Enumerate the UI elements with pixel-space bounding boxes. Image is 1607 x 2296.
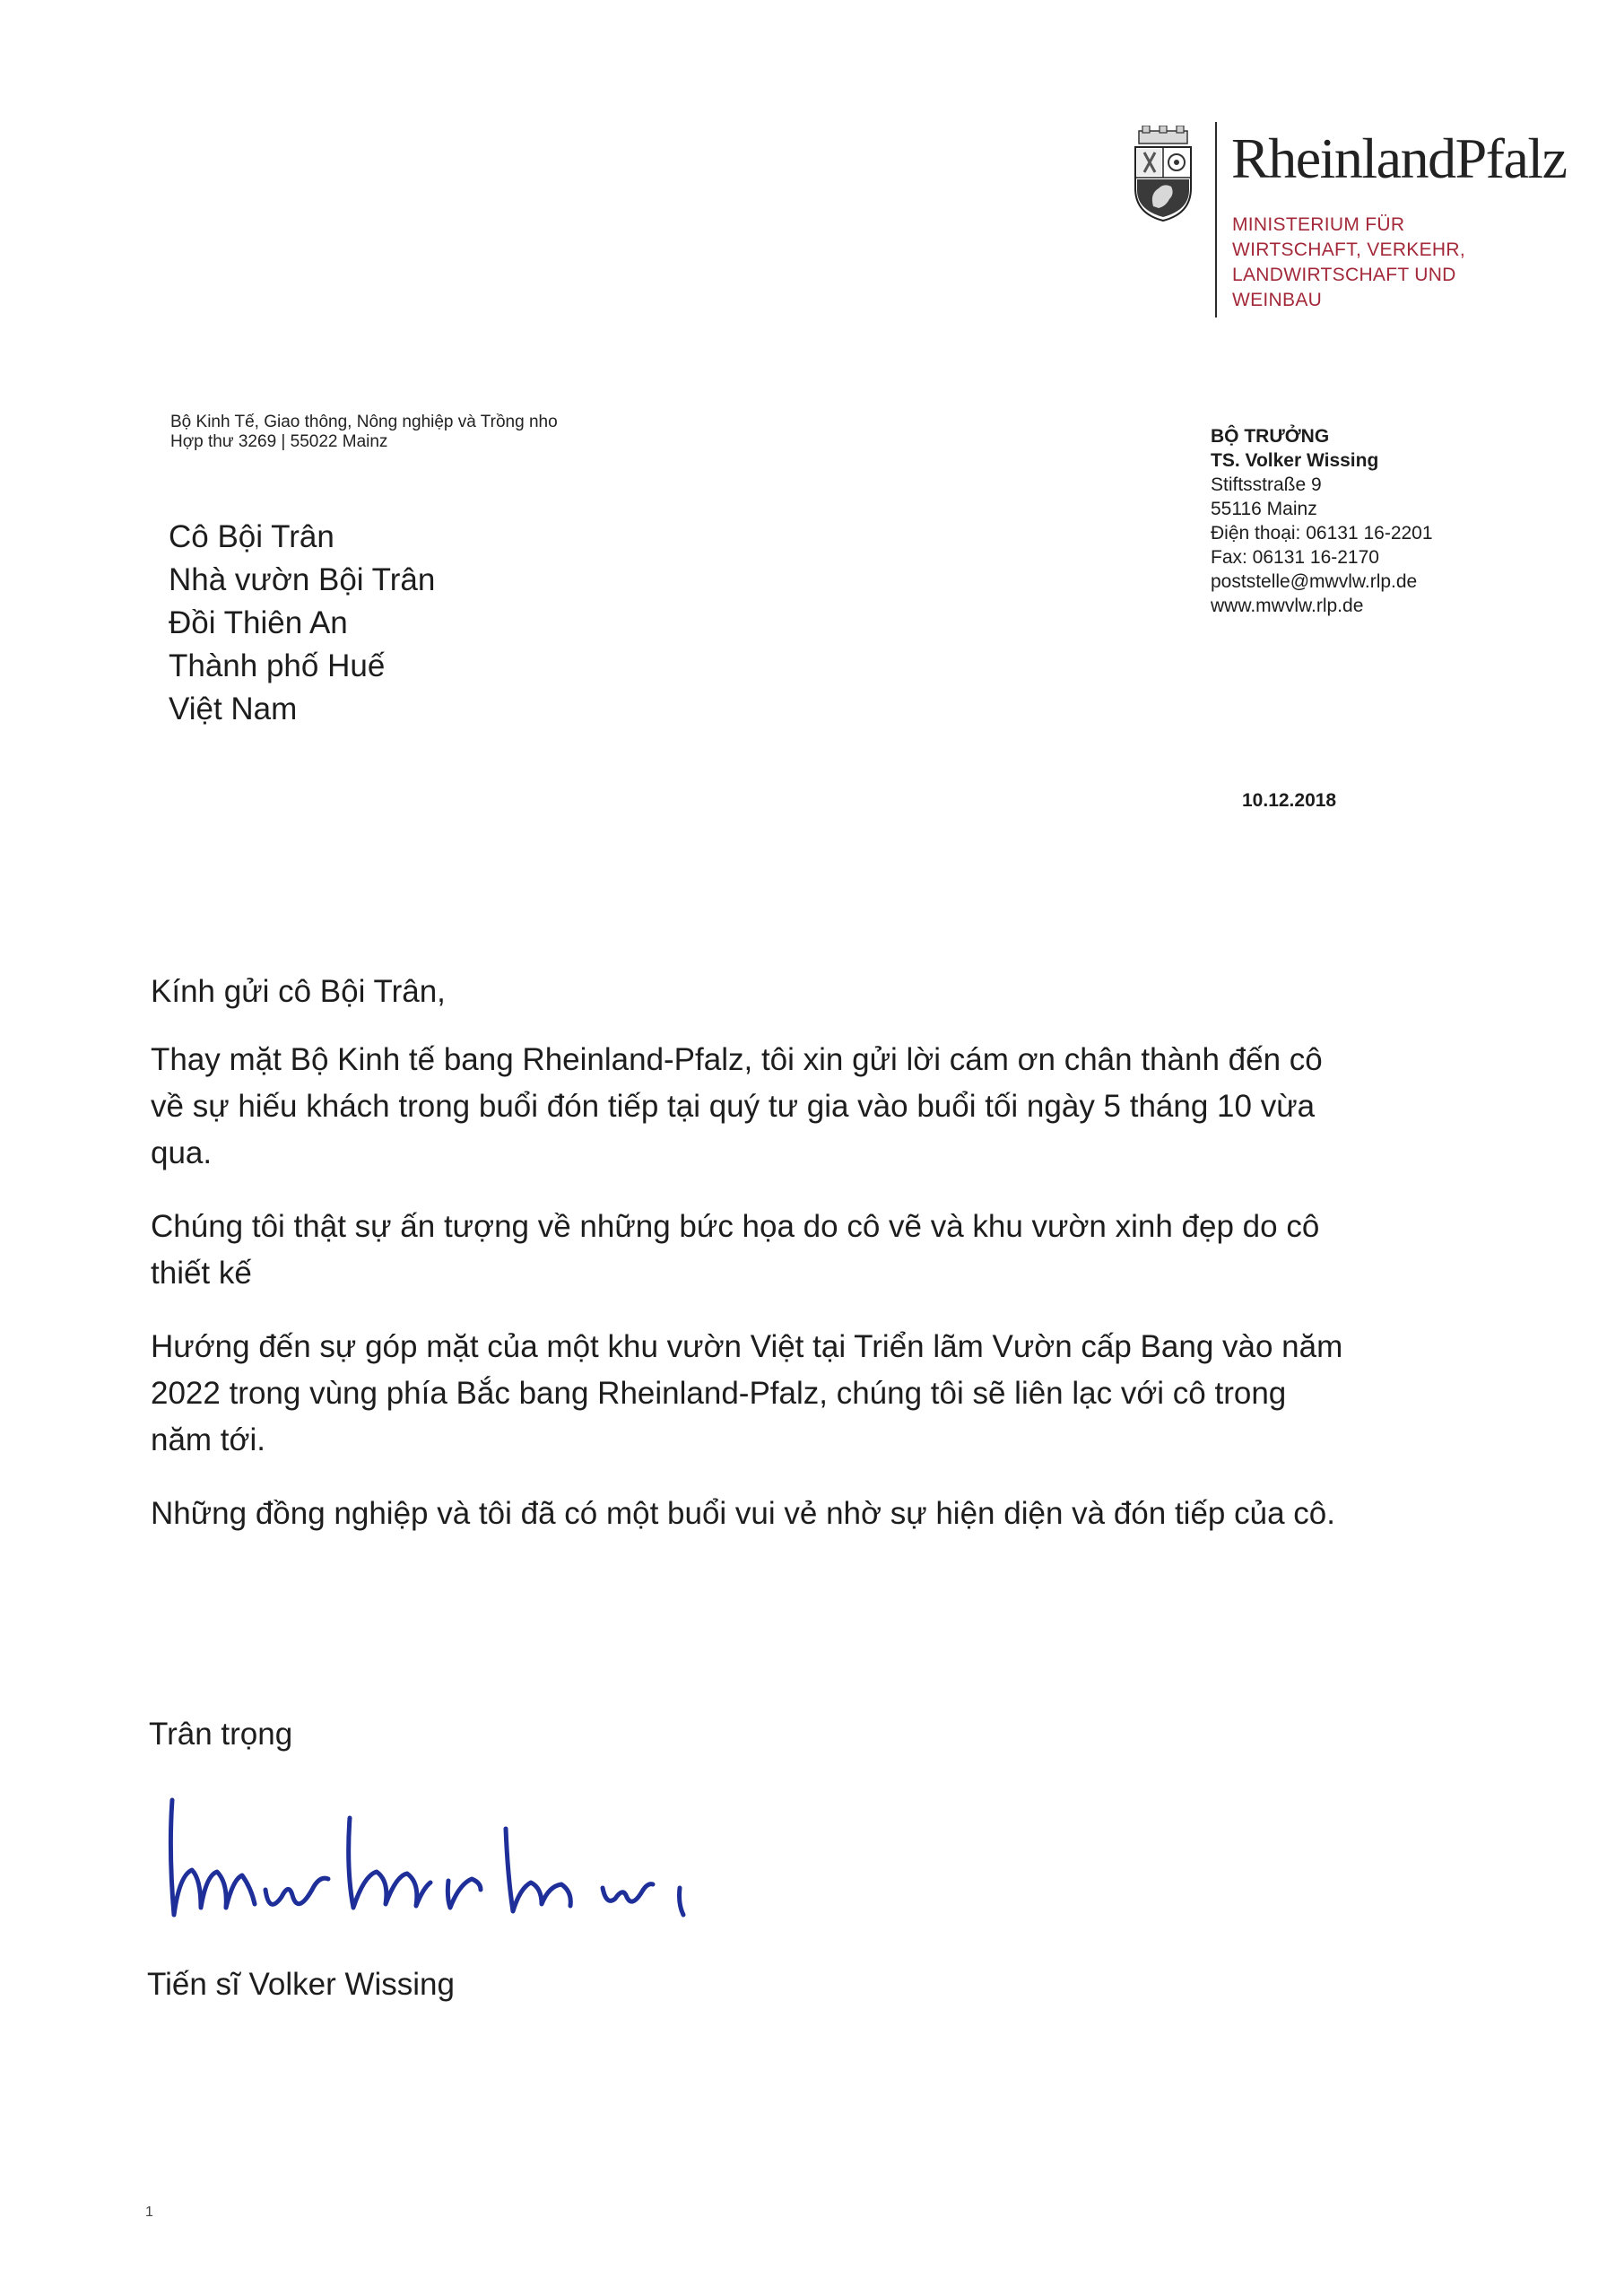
recipient-line: Thành phố Huế (169, 648, 386, 683)
contact-email: poststelle@mwvlw.rlp.de (1211, 571, 1418, 592)
letter-body (151, 969, 1424, 1564)
signer-name: Tiến sĩ Volker Wissing (147, 1967, 455, 2002)
contact-phone: Điện thoại: 06131 16-2201 (1211, 523, 1433, 544)
sender-line: Bộ Kinh Tế, Giao thông, Nông nghiệp và Trồng nho (170, 413, 558, 431)
sender-address (170, 413, 558, 452)
contact-city: 55116 Mainz (1211, 499, 1317, 519)
body-paragraph: Những đồng nghiệp và tôi đã có một buổi vui vẻ nhờ sự hiện diện và đón tiếp của cô. (151, 1496, 1335, 1531)
recipient-line: Việt Nam (169, 691, 298, 726)
brand-logo: RheinlandPfalz (1231, 126, 1567, 190)
ministry-line: MINISTERIUM FÜR (1232, 214, 1405, 235)
ministry-line: WIRTSCHAFT, VERKEHR, (1232, 239, 1465, 260)
recipient-line: Đồi Thiên An (169, 605, 348, 640)
ministry-name (1232, 213, 1465, 313)
body-paragraph: Thay mặt Bộ Kinh tế bang Rheinland-Pfalz, tôi xin gửi lời cám ơn chân thành đến cô về sự hiếu khách trong buổi đón tiếp tại quý tư gia vào buổi tối ngày 5 tháng 10 vừa qua. (151, 1042, 1323, 1170)
recipient-line: Nhà vườn Bội Trân (169, 562, 436, 597)
ministry-line: LANDWIRTSCHAFT UND (1232, 265, 1456, 285)
closing: Trân trọng (149, 1717, 293, 1752)
minister-contact-block (1211, 424, 1433, 618)
handwritten-signature (161, 1789, 861, 1924)
contact-fax: Fax: 06131 16-2170 (1211, 547, 1379, 568)
body-paragraph: Hướng đến sự góp mặt của một khu vườn Việt tại Triển lãm Vườn cấp Bang vào năm 2022 trong vùng phía Bắc bang Rheinland-Pfalz, chúng tôi sẽ liên lạc với cô trong năm tới. (151, 1329, 1343, 1457)
contact-website: www.mwvlw.rlp.de (1211, 596, 1364, 616)
letter-date: 10.12.2018 (1242, 790, 1337, 811)
ministry-line: WEINBAU (1232, 290, 1323, 310)
page-mark: 1 (145, 2205, 153, 2220)
recipient-address (169, 516, 435, 731)
coat-of-arms-icon (1132, 126, 1194, 222)
minister-title: BỘ TRƯỞNG (1211, 426, 1330, 447)
recipient-line: Cô Bội Trân (169, 519, 334, 554)
sender-line: Hợp thư 3269 | 55022 Mainz (170, 432, 388, 451)
contact-street: Stiftsstraße 9 (1211, 474, 1322, 495)
letterhead-divider (1215, 122, 1217, 317)
salutation: Kính gửi cô Bội Trân, (151, 974, 446, 1009)
minister-name: TS. Volker Wissing (1211, 450, 1379, 471)
body-paragraph: Chúng tôi thật sự ấn tượng về những bức họa do cô vẽ và khu vườn xinh đẹp do cô thiết kế (151, 1209, 1320, 1291)
